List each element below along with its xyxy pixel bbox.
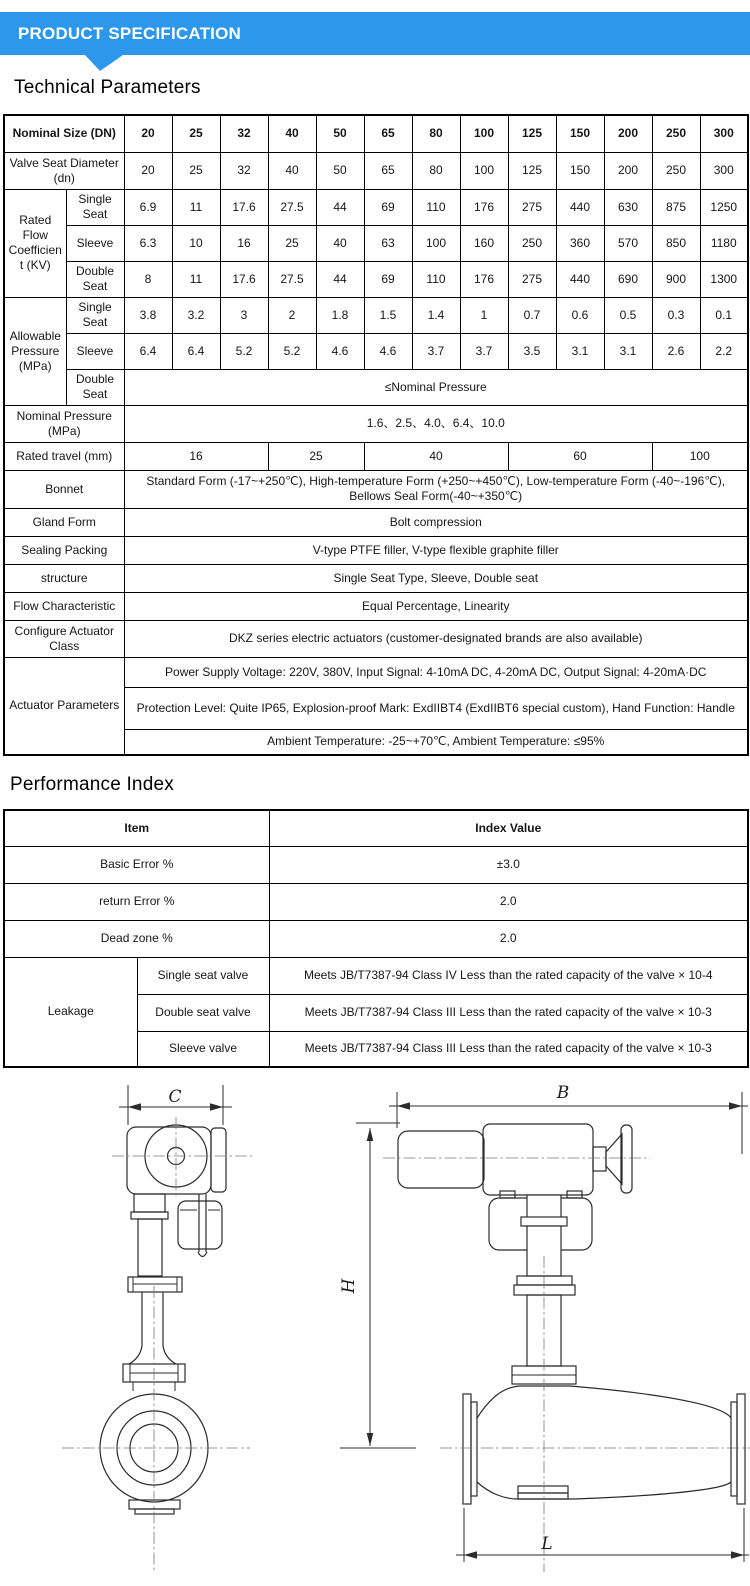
column-header: Index Value: [269, 810, 748, 846]
table-cell: 40: [364, 442, 508, 470]
table-cell: 25: [172, 152, 220, 189]
dimension-label-l: L: [541, 1534, 553, 1554]
table-cell: 25: [172, 115, 220, 152]
table-cell: 6.4: [124, 333, 172, 369]
row-label: return Error %: [4, 883, 269, 920]
row-sublabel: Double Seat: [66, 369, 124, 405]
table-cell: 300: [700, 152, 748, 189]
column-header: Item: [4, 810, 269, 846]
table-cell: 3.2: [172, 297, 220, 333]
table-cell: 50: [316, 152, 364, 189]
table-cell: 3.7: [412, 333, 460, 369]
table-cell: 0.3: [652, 297, 700, 333]
table-cell: 69: [364, 189, 412, 225]
technical-parameters-heading: Technical Parameters: [14, 77, 201, 98]
merged-value-cell: Ambient Temperature: -25~+70℃, Ambient Temperature: ≤95%: [124, 729, 748, 755]
table-cell: 1250: [700, 189, 748, 225]
table-cell: 2.6: [652, 333, 700, 369]
table-cell: 44: [316, 261, 364, 297]
table-cell: 16: [124, 442, 268, 470]
row-sublabel: Double Seat: [66, 261, 124, 297]
row-label: structure: [4, 564, 124, 592]
table-cell: 100: [460, 115, 508, 152]
table-cell: 6.4: [172, 333, 220, 369]
table-cell: 160: [460, 225, 508, 261]
banner-title: PRODUCT SPECIFICATION: [18, 23, 242, 43]
table-cell: 110: [412, 261, 460, 297]
table-cell: 40: [268, 152, 316, 189]
table-cell: 65: [364, 152, 412, 189]
row-label: Dead zone %: [4, 920, 269, 957]
table-cell: 125: [508, 152, 556, 189]
merged-value-cell: V-type PTFE filler, V-type flexible graphite filler: [124, 536, 748, 564]
performance-index-heading: Performance Index: [10, 774, 174, 795]
row-label: Flow Characteristic: [4, 592, 124, 620]
table-cell: 250: [652, 115, 700, 152]
table-cell: 360: [556, 225, 604, 261]
table-cell: 3.8: [124, 297, 172, 333]
row-label: Sealing Packing: [4, 536, 124, 564]
table-cell: 4.6: [364, 333, 412, 369]
height-dimension: [339, 1123, 416, 1448]
row-group-label: Allowable Pressure (MPa): [4, 297, 66, 405]
row-sublabel: Double seat valve: [137, 994, 269, 1031]
row-group-label: Leakage: [4, 957, 137, 1067]
dimension-drawings: [0, 1081, 750, 1580]
row-label: Nominal Size (DN): [4, 115, 124, 152]
banner: [0, 12, 750, 55]
table-cell: 0.5: [604, 297, 652, 333]
table-cell: 50: [316, 115, 364, 152]
row-sublabel: Single Seat: [66, 189, 124, 225]
table-cell: 27.5: [268, 261, 316, 297]
table-cell: 16: [220, 225, 268, 261]
table-cell: 65: [364, 115, 412, 152]
table-cell: 27.5: [268, 189, 316, 225]
row-label: Rated travel (mm): [4, 442, 124, 470]
table-cell: 100: [460, 152, 508, 189]
table-cell: 25: [268, 225, 316, 261]
technical-parameters-table: [3, 114, 749, 756]
banner-pointer: [85, 55, 123, 71]
table-cell: 630: [604, 189, 652, 225]
row-label: Valve Seat Diameter (dn): [4, 152, 124, 189]
table-cell: 2.0: [269, 883, 748, 920]
table-cell: Meets JB/T7387-94 Class III Less than the rated capacity of the valve × 10-3: [269, 994, 748, 1031]
valve-drawings-svg: [0, 1081, 750, 1580]
table-cell: 3: [220, 297, 268, 333]
row-sublabel: Sleeve valve: [137, 1031, 269, 1067]
merged-value-cell: Protection Level: Quite IP65, Explosion-proof Mark: ExdIIBT4 (ExdIIBT6 special custom), Hand Function: Handle: [124, 687, 748, 729]
table-cell: 32: [220, 115, 268, 152]
table-cell: Meets JB/T7387-94 Class IV Less than the rated capacity of the valve × 10-4: [269, 957, 748, 994]
table-cell: 1: [460, 297, 508, 333]
table-cell: 110: [412, 189, 460, 225]
table-cell: 63: [364, 225, 412, 261]
table-cell: 100: [412, 225, 460, 261]
table-cell: 60: [508, 442, 652, 470]
table-cell: 6.9: [124, 189, 172, 225]
dimension-label-h: H: [339, 1278, 359, 1294]
table-cell: 20: [124, 115, 172, 152]
table-cell: 440: [556, 189, 604, 225]
row-sublabel: Sleeve: [66, 333, 124, 369]
table-cell: 0.7: [508, 297, 556, 333]
merged-value-cell: Single Seat Type, Sleeve, Double seat: [124, 564, 748, 592]
side-view-drawing: [383, 1083, 750, 1572]
table-cell: 2.2: [700, 333, 748, 369]
table-cell: 80: [412, 152, 460, 189]
table-cell: 0.1: [700, 297, 748, 333]
table-cell: 176: [460, 261, 508, 297]
table-cell: 3.1: [604, 333, 652, 369]
table-cell: 1.8: [316, 297, 364, 333]
table-cell: 20: [124, 152, 172, 189]
table-cell: 570: [604, 225, 652, 261]
merged-value-cell: Equal Percentage, Linearity: [124, 592, 748, 620]
table-cell: 44: [316, 189, 364, 225]
row-label: Bonnet: [4, 470, 124, 508]
row-group-label: Rated Flow Coefficient (KV): [4, 189, 66, 297]
table-cell: 0.6: [556, 297, 604, 333]
table-cell: 150: [556, 152, 604, 189]
table-cell: 1.5: [364, 297, 412, 333]
table-cell: 440: [556, 261, 604, 297]
row-group-label: Actuator Parameters: [4, 657, 124, 755]
row-sublabel: Sleeve: [66, 225, 124, 261]
table-cell: 100: [652, 442, 748, 470]
merged-value-cell: Bolt compression: [124, 508, 748, 536]
table-cell: 690: [604, 261, 652, 297]
table-cell: 5.2: [220, 333, 268, 369]
table-cell: 250: [652, 152, 700, 189]
table-cell: 6.3: [124, 225, 172, 261]
table-cell: 4.6: [316, 333, 364, 369]
table-cell: Meets JB/T7387-94 Class III Less than the rated capacity of the valve × 10-3: [269, 1031, 748, 1067]
table-cell: 69: [364, 261, 412, 297]
row-label: Configure Actuator Class: [4, 620, 124, 657]
row-sublabel: Single Seat: [66, 297, 124, 333]
table-cell: 900: [652, 261, 700, 297]
table-cell: ±3.0: [269, 846, 748, 883]
table-cell: 80: [412, 115, 460, 152]
dimension-label-b: B: [556, 1083, 570, 1103]
table-cell: 275: [508, 261, 556, 297]
table-cell: 10: [172, 225, 220, 261]
table-cell: 1.4: [412, 297, 460, 333]
table-cell: 5.2: [268, 333, 316, 369]
table-cell: 300: [700, 115, 748, 152]
table-cell: 275: [508, 189, 556, 225]
table-cell: 850: [652, 225, 700, 261]
table-cell: 3.5: [508, 333, 556, 369]
table-cell: 3.1: [556, 333, 604, 369]
table-cell: 25: [268, 442, 364, 470]
table-cell: 40: [316, 225, 364, 261]
table-cell: 200: [604, 115, 652, 152]
table-cell: 11: [172, 261, 220, 297]
row-label: Nominal Pressure (MPa): [4, 405, 124, 442]
merged-value-cell: Standard Form (-17~+250℃), High-temperature Form (+250~+450℃), Low-temperature Form (-40~-196℃), Bellows Seal Form(-40~+350℃): [124, 470, 748, 508]
table-cell: 8: [124, 261, 172, 297]
table-cell: 200: [604, 152, 652, 189]
table-cell: 17.6: [220, 189, 268, 225]
table-cell: 875: [652, 189, 700, 225]
table-cell: 1300: [700, 261, 748, 297]
table-cell: 17.6: [220, 261, 268, 297]
merged-value-cell: Power Supply Voltage: 220V, 380V, Input Signal: 4-10mA DC, 4-20mA DC, Output Signal: 4-20mA·DC: [124, 657, 748, 687]
table-cell: 176: [460, 189, 508, 225]
table-cell: 250: [508, 225, 556, 261]
table-cell: 2: [268, 297, 316, 333]
table-cell: 32: [220, 152, 268, 189]
merged-value-cell: DKZ series electric actuators (customer-designated brands are also available): [124, 620, 748, 657]
row-sublabel: Single seat valve: [137, 957, 269, 994]
table-cell: 11: [172, 189, 220, 225]
table-cell: 2.0: [269, 920, 748, 957]
merged-value-cell: ≤Nominal Pressure: [124, 369, 748, 405]
table-cell: 3.7: [460, 333, 508, 369]
table-cell: 125: [508, 115, 556, 152]
merged-value-cell: 1.6、2.5、4.0、6.4、10.0: [124, 405, 748, 442]
dimension-label-c: C: [168, 1087, 182, 1107]
row-label: Basic Error %: [4, 846, 269, 883]
table-cell: 150: [556, 115, 604, 152]
table-cell: 1180: [700, 225, 748, 261]
row-label: Gland Form: [4, 508, 124, 536]
performance-index-table: [3, 809, 749, 1068]
front-view-drawing: [62, 1085, 252, 1572]
table-cell: 40: [268, 115, 316, 152]
